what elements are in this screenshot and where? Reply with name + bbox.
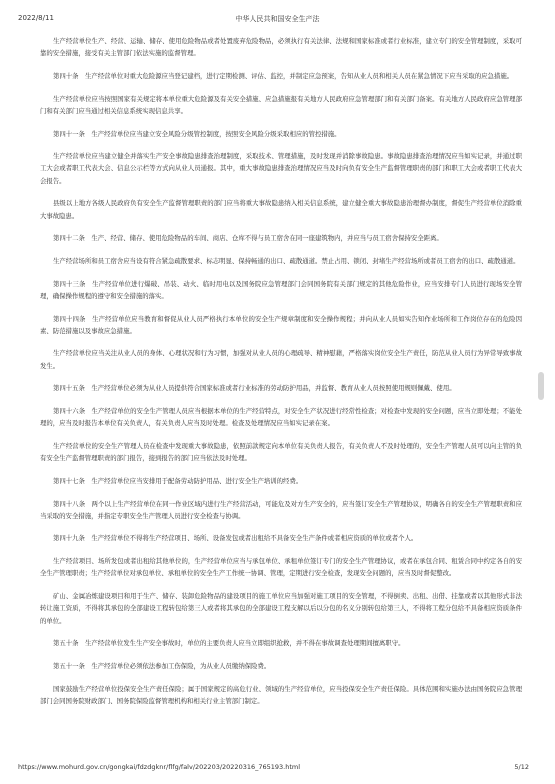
- law-paragraph: 矿山、金属冶炼建设项目和用于生产、储存、装卸危险物品的建设项目的施工单位应当加强对施工项目的安全管理，不得倒卖、出租、出借、挂靠或者以其他形式非法转让施工资质，不得将其承包的全部建设工程转包给第三人或者将其承包的全部建设工程支解以后以分包的名义分别转包给第三人，不得将工程分包给不具备相应资质条件的单位。: [40, 592, 522, 625]
- law-paragraph: 第四十七条 生产经营单位应当安排用于配备劳动防护用品、进行安全生产培训的经费。: [53, 476, 303, 485]
- law-paragraph: 国家鼓励生产经营单位投保安全生产责任保险；属于国家规定的高危行业、领域的生产经营单位，应当投保安全生产责任保险。具体范围和实施办法由国务院应急管理部门会同国务院财政部门、国务院保险监督管理机构和相关行业主管部门制定。: [40, 684, 522, 705]
- page-header-date: 2022/8/11: [18, 14, 54, 22]
- scrollbar-thumb[interactable]: [538, 372, 544, 400]
- law-paragraph: 生产经营项目、场所发包或者出租给其他单位的，生产经营单位应当与承包单位、承租单位签订专门的安全生产管理协议，或者在承包合同、租赁合同中约定各自的安全生产管理职责；生产经营单位对承包单位、承租单位的安全生产工作统一协调、管理，定期进行安全检查，发现安全问题的，应当及时督促整改。: [40, 557, 522, 578]
- page-footer-number: 5/12: [514, 763, 529, 771]
- law-paragraph: 生产经营单位应当关注从业人员的身体、心理状况和行为习惯，加强对从业人员的心理疏导、精神慰藉，严格落实岗位安全生产责任，防范从业人员行为异常导致事故发生。: [40, 349, 522, 370]
- law-paragraph: 生产经营单位的安全生产管理人员在检查中发现重大事故隐患，依照前款规定向本单位有关负责人报告，有关负责人不及时处理的，安全生产管理人员可以向主管的负有安全生产监督管理职责的部门报告，接到报告的部门应当依法及时处理。: [40, 441, 522, 463]
- law-paragraph: 第五十一条 生产经营单位必须依法参加工伤保险，为从业人员缴纳保险费。: [53, 661, 271, 670]
- law-paragraph: 县级以上地方各级人民政府负有安全生产监督管理职责的部门应当将重大事故隐患纳入相关信息系统，建立健全重大事故隐患治理督办制度，督促生产经营单位消除重大事故隐患。: [40, 199, 522, 220]
- law-paragraph: 第四十四条 生产经营单位应当教育和督促从业人员严格执行本单位的安全生产规章制度和安全操作规程；并向从业人员如实告知作业场所和工作岗位存在的危险因素、防范措施以及事故应急措施。: [40, 314, 522, 335]
- law-paragraph: 第四十八条 两个以上生产经营单位在同一作业区域内进行生产经营活动，可能危及对方生产安全的，应当签订安全生产管理协议，明确各自的安全生产管理职责和应当采取的安全措施，并指定专职安全生产管理人员进行安全检查与协调。: [40, 499, 522, 520]
- document-body: [40, 35, 522, 718]
- law-paragraph: 生产经营单位生产、经营、运输、储存、使用危险物品或者处置废弃危险物品，必须执行有关法律、法规和国家标准或者行业标准，建立专门的安全管理制度，采取可靠的安全措施，接受有关主管部门依法实施的监督管理。: [40, 37, 522, 58]
- page-footer-url: https://www.mohurd.gov.cn/gongkai/fdzdgknr/flfg/falv/202203/20220316_765193.html: [18, 763, 301, 771]
- law-paragraph: 第四十条 生产经营单位对重大危险源应当登记建档，进行定期检测、评估、监控，并制定应急预案，告知从业人员和相关人员在紧急情况下应当采取的应急措施。: [53, 71, 514, 80]
- law-paragraph: 第四十一条 生产经营单位应当建立安全风险分级管控制度，按照安全风险分级采取相应的管控措施。: [53, 129, 341, 138]
- law-paragraph: 生产经营单位应当按照国家有关规定将本单位重大危险源及有关安全措施、应急措施报有关地方人民政府应急管理部门和有关部门备案。有关地方人民政府应急管理部门和有关部门应当通过相关信息系统实现信息共享。: [40, 94, 522, 115]
- law-paragraph: 生产经营单位应当建立健全并落实生产安全事故隐患排查治理制度，采取技术、管理措施，及时发现并消除事故隐患。事故隐患排查治理情况应当如实记录，并通过职工大会或者职工代表大会、信息公示栏等方式向从业人员通报。其中，重大事故隐患排查治理情况应当及时向负有安全生产监督管理职责的部门和职工大会或者职工代表大会报告。: [40, 152, 522, 185]
- law-paragraph: 生产经营场所和员工宿舍应当设有符合紧急疏散要求、标志明显、保持畅通的出口、疏散通道。禁止占用、锁闭、封堵生产经营场所或者员工宿舍的出口、疏散通道。: [53, 256, 520, 265]
- law-paragraph: 第五十条 生产经营单位发生生产安全事故时，单位的主要负责人应当立即组织抢救，并不得在事故调查处理期间擅离职守。: [53, 639, 405, 648]
- law-paragraph: 第四十九条 生产经营单位不得将生产经营项目、场所、设备发包或者出租给不具备安全生产条件或者相应资质的单位或者个人。: [53, 534, 418, 543]
- law-paragraph: 第四十三条 生产经营单位进行爆破、吊装、动火、临时用电以及国务院应急管理部门会同国务院有关部门规定的其他危险作业，应当安排专门人员进行现场安全管理，确保操作规程的遵守和安全措施的落实。: [40, 279, 522, 300]
- law-paragraph: 第四十六条 生产经营单位的安全生产管理人员应当根据本单位的生产经营特点，对安全生产状况进行经常性检查；对检查中发现的安全问题，应当立即处理；不能处理的，应当及时报告本单位有关负责人，有关负责人应当及时处理。检查及处理情况应当如实记录在案。: [40, 407, 522, 428]
- page-header-title: 中华人民共和国安全生产法: [235, 15, 320, 23]
- law-paragraph: 第四十五条 生产经营单位必须为从业人员提供符合国家标准或者行业标准的劳动防护用品，并监督、教育从业人员按照使用规则佩戴、使用。: [53, 384, 456, 393]
- law-paragraph: 第四十二条 生产、经营、储存、使用危险物品的车间、商店、仓库不得与员工宿舍在同一座建筑物内，并应当与员工宿舍保持安全距离。: [53, 234, 443, 243]
